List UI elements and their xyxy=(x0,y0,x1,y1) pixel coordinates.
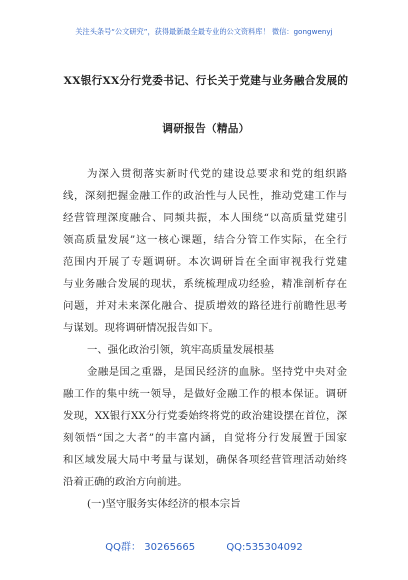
footer-qq: QQ:535304092 xyxy=(226,542,303,553)
doc-title-line-1: XX银行XX分行党委书记、行长关于党建与业务融合发展的 xyxy=(63,75,349,87)
section-line: 刻领悟“国之大者”的丰富内涵，自觉将分行发展置于国家 xyxy=(63,432,347,444)
intro-line: 与业务融合发展的现状，系统梳理成功经验，精准剖析存在 xyxy=(63,278,347,290)
section-line: 沿着正确的政治方向前进。 xyxy=(63,476,188,488)
section-heading: 一、强化政治引领，筑牢高质量发展根基 xyxy=(87,344,275,356)
section-line: 融工作的集中统一领导，是做好金融工作的根本保证。调研 xyxy=(63,388,347,400)
footer-qq-group: QQ群： 30265665 xyxy=(105,542,196,553)
intro-line: 经营管理深度融合、同频共振，本人围绕“以高质量党建引 xyxy=(63,212,347,224)
intro-line: 线，深刻把握金融工作的政治性与人民性，推动党建工作与 xyxy=(63,190,347,202)
intro-line: 与谋划。现将调研情况报告如下。 xyxy=(63,322,219,334)
section-line: 金融是国之重器，是国民经济的血脉。坚持党中央对金 xyxy=(87,366,347,378)
doc-title-line-2: 调研报告（精品） xyxy=(162,123,250,135)
section-line: 发现，XX银行XX分行党委始终将党的政治建设摆在首位，深 xyxy=(63,410,347,422)
intro-line: 范围内开展了专题调研。本次调研旨在全面审视我行党建 xyxy=(63,256,347,268)
intro-line: 问题，并对未来深化融合、提质增效的路径进行前瞻性思考 xyxy=(63,300,347,312)
subsection-heading: (一)坚守服务实体经济的根本宗旨 xyxy=(87,498,241,510)
intro-line: 为深入贯彻落实新时代党的建设总要求和党的组织路 xyxy=(87,168,347,180)
intro-line: 领高质量发展”这一核心课题，结合分管工作实际，在全行 xyxy=(63,234,347,246)
header-banner: 关注头条号“公文研究”，获得最新最全最专业的公文资料库！ 微信：gongwenyj xyxy=(75,27,333,36)
section-line: 和区域发展大局中考量与谋划，确保各项经营管理活动始终 xyxy=(63,454,347,466)
footer-contact xyxy=(0,538,408,553)
